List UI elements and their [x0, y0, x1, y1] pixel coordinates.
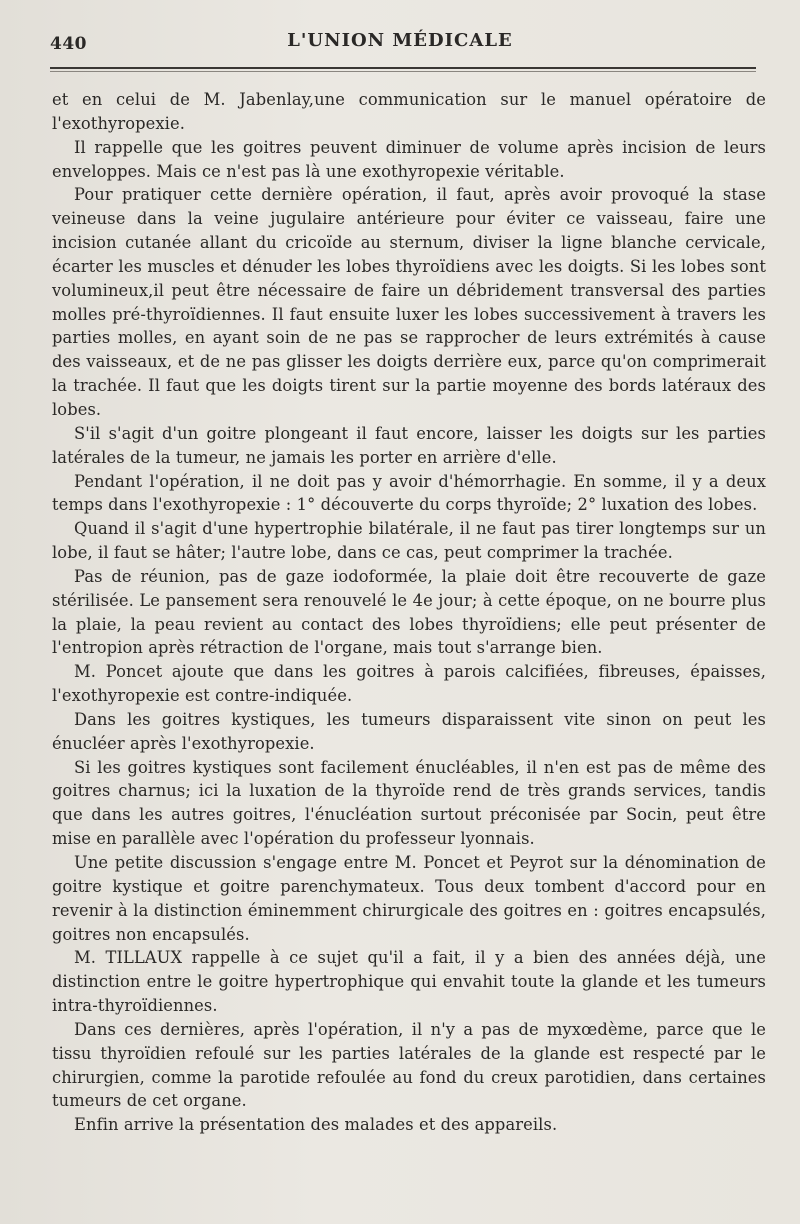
header-rule-thin — [50, 71, 756, 72]
article-body — [52, 88, 766, 1137]
paragraph: Dans ces dernières, après l'opération, il n'y a pas de myxœdème, parce que le tissu thyroïdien refoulé sur les parties latérales de la glande est respecté par le chirurgien, comme la parotide refoulée au fond du creux parotidien, dans certaines tumeurs de cet organe. — [52, 1019, 766, 1111]
paragraph: Si les goitres kystiques sont facilement énucléables, il n'en est pas de même des goitres charnus; ici la luxation de la thyroïde rend de très grands services, tandis que dans les autres goitres, l'énucléation surtout préconisée par Socin, peut être mise en parallèle avec l'opération du professeur lyonnais. — [52, 757, 766, 849]
paragraph: M. TILLAUX rappelle à ce sujet qu'il a fait, il y a bien des années déjà, une distinction entre le goitre hypertrophique qui envahit toute la glande et les tumeurs intra-thyroïdiennes. — [52, 948, 766, 1016]
paragraph: Pour pratiquer cette dernière opération, il faut, après avoir provoqué la stase veineuse dans la veine jugulaire antérieure pour éviter ce vaisseau, faire une incision cutanée allant du cricoïde au sternum, diviser la ligne blanche cervicale, écarter les muscles et dénuder les lobes thyroïdiens avec les doigts. Si les lobes sont volumineux,il peut être nécessaire de faire un débridement transversal des parties molles pré-thyroïdiennes. Il faut ensuite luxer les lobes successivement à travers les parties molles, en ayant soin de ne pas se rapprocher de leurs extrémités à cause des vaisseaux, et de ne pas glisser les doigts derrière eux, parce qu'on comprimerait la trachée. Il faut que les doigts tirent sur la partie moyenne des bords latéraux des lobes. — [52, 185, 766, 419]
paragraph: Quand il s'agit d'une hypertrophie bilatérale, il ne faut pas tirer longtemps sur un lobe, il faut se hâter; l'autre lobe, dans ce cas, peut comprimer la trachée. — [52, 519, 766, 563]
header-rule — [50, 67, 756, 69]
paragraph: Pas de réunion, pas de gaze iodoformée, la plaie doit être recouverte de gaze stérilisée. Le pansement sera renouvelé le 4e jour; à cette époque, on ne bourre plus la plaie, la peau revient au contact des lobes thyroïdiens; elle peut présenter de l'entropion après rétraction de l'organe, mais tout s'arrange bien. — [52, 566, 766, 658]
paragraph: M. Poncet ajoute que dans les goitres à parois calcifiées, fibreuses, épaisses, l'exothyropexie est contre-indiquée. — [52, 662, 766, 706]
running-title: L'UNION MÉDICALE — [287, 30, 513, 51]
paragraph: Une petite discussion s'engage entre M. Poncet et Peyrot sur la dénomination de goitre kystique et goitre parenchymateux. Tous deux tombent d'accord pour en revenir à la distinction éminemment chirurgicale des goitres en : goitres encapsulés, goitres non encapsulés. — [52, 853, 766, 944]
paragraph: S'il s'agit d'un goitre plongeant il faut encore, laisser les doigts sur les parties latérales de la tumeur, ne jamais les porter en arrière d'elle. — [52, 423, 766, 467]
paragraph: Dans les goitres kystiques, les tumeurs disparaissent vite sinon on peut les énucléer après l'exothyropexie. — [52, 709, 766, 753]
paragraph: Il rappelle que les goitres peuvent diminuer de volume après incision de leurs enveloppes. Mais ce n'est pas là une exothyropexie véritable. — [52, 137, 766, 181]
paragraph: et en celui de M. Jabenlay,une communication sur le manuel opératoire de l'exothyropexie. — [52, 90, 766, 133]
paragraph: Pendant l'opération, il ne doit pas y avoir d'hémorrhagie. En somme, il y a deux temps dans l'exothyropexie : 1° découverte du corps thyroïde; 2° luxation des lobes. — [52, 471, 766, 515]
paragraph: Enfin arrive la présentation des malades et des appareils. — [74, 1115, 558, 1135]
page-number: 440 — [50, 34, 87, 54]
